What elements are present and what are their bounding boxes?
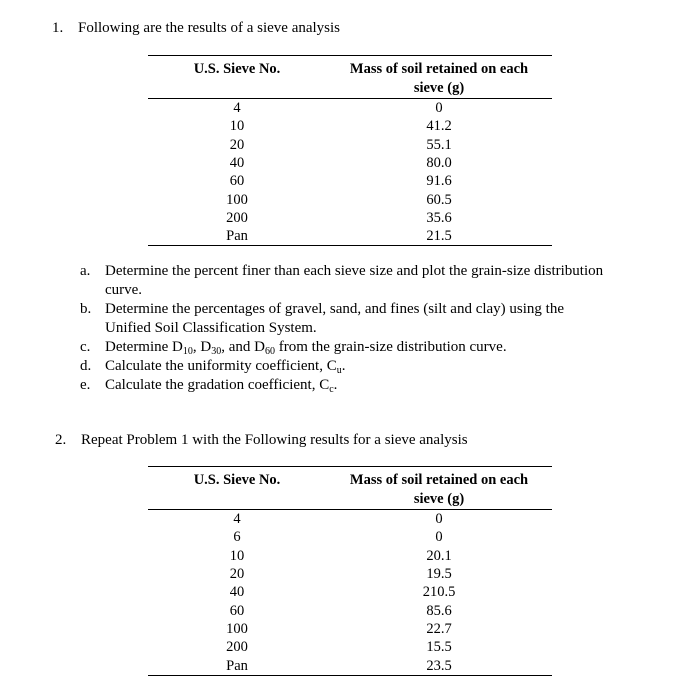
mass-retained-header: Mass of soil retained on each sieve (g) xyxy=(349,61,529,96)
problem-1-text: Following are the results of a sieve analysis xyxy=(78,20,341,36)
problem-2-text: Repeat Problem 1 with the Following results for a sieve analysis xyxy=(81,432,468,448)
table-row xyxy=(148,638,552,656)
table-row xyxy=(148,565,552,583)
sieve-cell: 100 xyxy=(226,620,248,637)
table-row xyxy=(148,227,552,246)
sieve-table-1 xyxy=(148,55,552,246)
sieve-cell: 60 xyxy=(229,602,245,619)
sieve-cell: 20 xyxy=(229,136,245,153)
table-row xyxy=(148,528,552,546)
sieve-cell: 6 xyxy=(233,529,241,546)
problem-1-parts xyxy=(80,262,603,395)
sieve-cell: 10 xyxy=(229,118,245,135)
sieve-cell: 10 xyxy=(229,547,245,564)
sieve-cell: 60 xyxy=(229,173,245,190)
table-row xyxy=(148,656,552,675)
sieve-cell: 4 xyxy=(233,100,241,117)
part-b-letter: b. xyxy=(80,301,92,317)
sieve-cell: 40 xyxy=(229,584,245,601)
sieve-cell: 40 xyxy=(229,155,245,172)
mass-cell: 55.1 xyxy=(426,136,452,153)
problem-2-number: 2. xyxy=(55,432,67,448)
part-c-letter: c. xyxy=(80,339,91,355)
mass-cell: 20.1 xyxy=(426,547,452,564)
sieve-cell: 100 xyxy=(226,191,248,208)
mass-cell: 91.6 xyxy=(426,173,452,190)
mass-cell: 80.0 xyxy=(426,155,452,172)
table-row xyxy=(148,154,552,172)
table-row xyxy=(148,620,552,638)
mass-cell: 0 xyxy=(435,100,443,117)
part-e-letter: e. xyxy=(80,377,91,393)
problem-1-number: 1. xyxy=(52,20,64,36)
sieve-cell: 200 xyxy=(226,209,248,226)
mass-retained-header: Mass of soil retained on each sieve (g) xyxy=(349,472,529,507)
part-b: b. Determine the percentages of gravel, sand, and fines (silt and clay) using the Unified Soil Classification System. xyxy=(80,301,565,336)
mass-cell: 19.5 xyxy=(426,566,452,583)
mass-cell: 210.5 xyxy=(422,584,456,601)
table-header-row xyxy=(148,467,552,510)
table-row xyxy=(148,583,552,601)
mass-cell: 35.6 xyxy=(426,209,452,226)
part-a-letter: a. xyxy=(80,263,91,279)
problem-1-statement xyxy=(52,20,340,37)
sieve-cell: 4 xyxy=(233,511,241,528)
table-row xyxy=(148,510,552,529)
part-d: d. Calculate the uniformity coefficient, $C_u$. xyxy=(80,358,346,376)
mass-cell: 0 xyxy=(435,511,443,528)
sieve-cell: 200 xyxy=(226,639,248,656)
part-e: e. Calculate the gradation coefficient, $C_c$. xyxy=(80,377,338,395)
mass-cell: 21.5 xyxy=(326,227,552,246)
table-row xyxy=(148,136,552,154)
sieve-cell: Pan xyxy=(148,227,326,246)
table-row xyxy=(148,209,552,227)
table-header-row xyxy=(148,56,552,99)
mass-cell: 60.5 xyxy=(426,191,452,208)
mass-cell: 22.7 xyxy=(426,620,452,637)
table-row xyxy=(148,547,552,565)
sieve-no-header: U.S. Sieve No. xyxy=(193,61,281,77)
mass-cell: 41.2 xyxy=(426,118,452,135)
mass-cell: 85.6 xyxy=(426,602,452,619)
mass-cell: 15.5 xyxy=(426,639,452,656)
mass-cell: 23.5 xyxy=(326,656,552,675)
mass-cell: 0 xyxy=(435,529,443,546)
part-a: a. Determine the percent finer than each sieve size and plot the grain-size distribution curve. xyxy=(80,263,604,298)
table-row xyxy=(148,99,552,118)
part-d-letter: d. xyxy=(80,358,92,374)
sieve-table-2 xyxy=(148,466,552,676)
problem-2-statement xyxy=(55,432,468,449)
part-c: c. Determine $D_{10}$, $D_{30}$, and $D_{60}$ from the grain-size distribution curve. xyxy=(80,339,507,357)
table-row xyxy=(148,117,552,135)
table-row xyxy=(148,172,552,190)
sieve-cell: 20 xyxy=(229,566,245,583)
table-row xyxy=(148,190,552,208)
sieve-no-header: U.S. Sieve No. xyxy=(193,472,281,488)
table-row xyxy=(148,601,552,619)
sieve-cell: Pan xyxy=(148,656,326,675)
